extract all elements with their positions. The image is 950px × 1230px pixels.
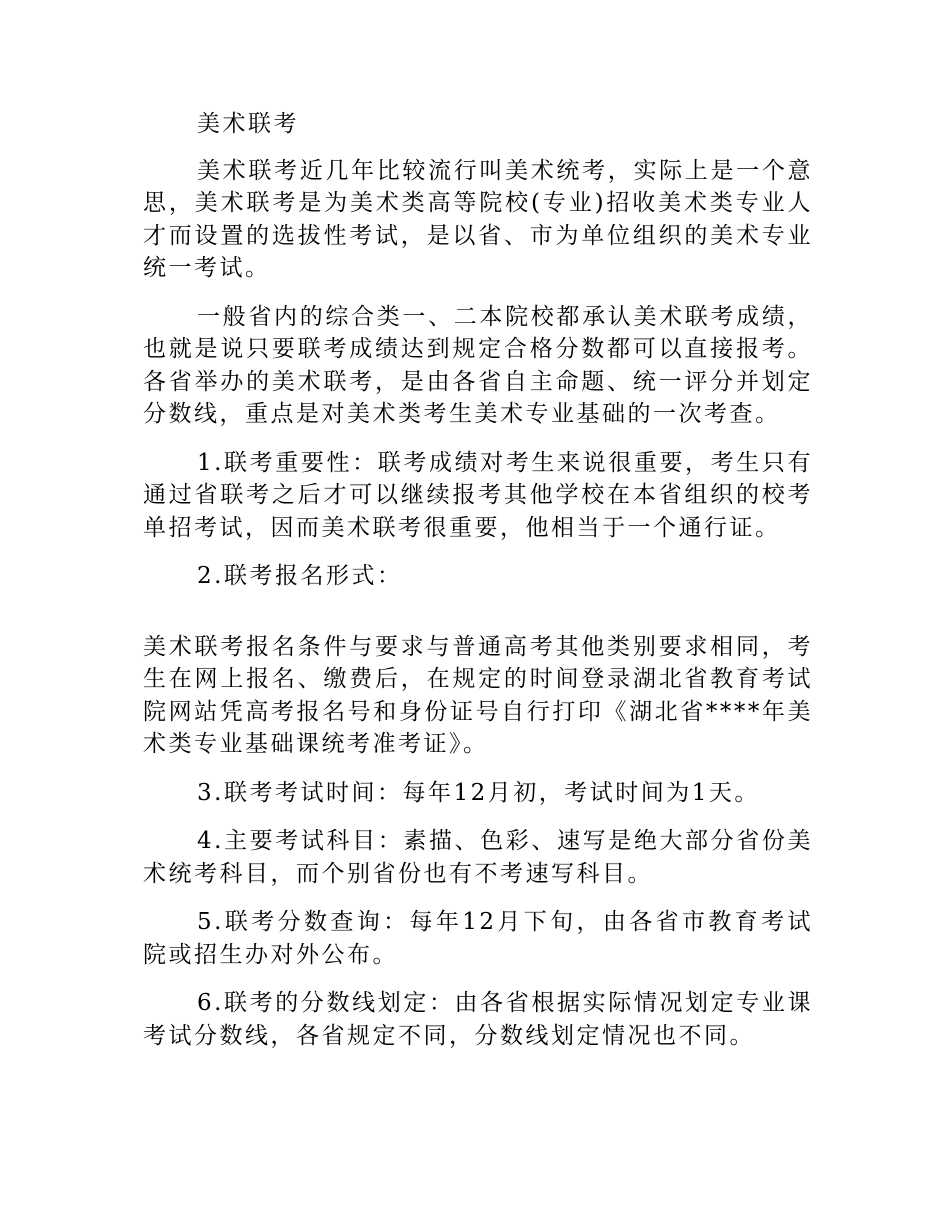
paragraph-registration-detail: 美术联考报名条件与要求与普通高考其他类别要求相同，考生在网上报名、缴费后，在规定的时间登录湖北省教育考试院网站凭高考报名号和身份证号自行打印《湖北省****年美术类专业基础课统考准考证》。 — [143, 633, 813, 757]
document-title: 美术联考 — [197, 111, 299, 137]
paragraph-score-line: 6.联考的分数线划定：由各省根据实际情况划定专业课考试分数线，各省规定不同，分数线划定情况也不同。 — [143, 990, 813, 1049]
paragraph-score-query: 5.联考分数查询：每年12月下旬，由各省市教育考试院或招生办对外公布。 — [143, 909, 813, 968]
document-page — [143, 108, 813, 1052]
paragraph-importance: 1.联考重要性：联考成绩对考生来说很重要，考生只有通过省联考之后才可以继续报考其他学校在本省组织的校考单招考试，因而美术联考很重要，他相当于一个通行证。 — [143, 449, 813, 541]
paragraph-acceptance: 一般省内的综合类一、二本院校都承认美术联考成绩，也就是说只要联考成绩达到规定合格分数都可以直接报考。各省举办的美术联考，是由各省自主命题、统一评分并划定分数线，重点是对美术类考生美术专业基础的一次考查。 — [143, 303, 813, 427]
paragraph-exam-time: 3.联考考试时间：每年12月初，考试时间为1天。 — [197, 779, 760, 806]
paragraph-registration-heading: 2.联考报名形式： — [197, 563, 403, 589]
paragraph-intro: 美术联考近几年比较流行叫美术统考，实际上是一个意思，美术联考是为美术类高等院校(专业)招收美术类专业人才而设置的选拔性考试，是以省、市为单位组织的美术专业统一考试。 — [143, 157, 813, 281]
paragraph-exam-subjects: 4.主要考试科目：素描、色彩、速写是绝大部分省份美术统考科目，而个别省份也有不考速写科目。 — [143, 828, 813, 887]
